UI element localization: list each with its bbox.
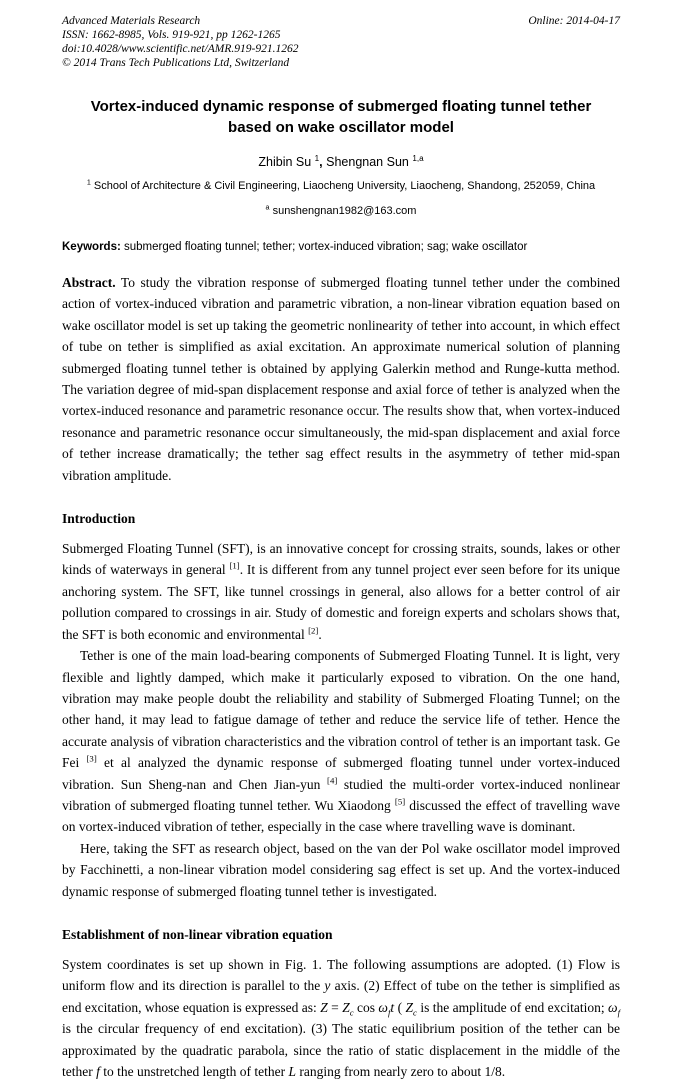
abstract-paragraph: Abstract. To study the vibration response of submerged floating tunnel tether under the combined action of vortex-induced vibration and parametric vibration, a non-linear vibration equation based on wake oscillator model is set up taking the geometric nonlinearity of tether into account, in which effect of tube on tether is simplified as axial excitation. An approximate numerical solution of planning submerged floating tunnel tether is obtained by applying Galerkin method and Runge-kutta method. The variation degree of mid-span displacement response and axial force of tether is analyzed when the vortex-induced resonance and parametric resonance occur. The results show that, when vortex-induced resonance and parametric resonance occur simultaneously, the mid-span displacement and axial force of tether increase dramatically; the tether sag effect results in the asymmetry of tether mid-span vibration amplitude. [62,275,620,483]
journal-info-block [62,14,298,70]
paper-title-line2: based on wake oscillator model [228,119,454,136]
issn-line: ISSN: 1662-8985, Vols. 919-921, pp 1262-1265 [62,29,281,41]
affiliation: $^1$ School of Architecture & Civil Engineering, Liaocheng University, Liaocheng, Shandong, 252059, China [86,178,596,192]
paper-title [62,96,620,138]
journal-name: Advanced Materials Research [62,15,201,27]
keywords-line: Keywords: submerged floating tunnel; tether; vortex-induced vibration; sag; wake oscillator [62,241,528,253]
online-date: Online: 2014-04-17 [528,15,620,27]
author-email: $^a$ sunshengnan1982@163.com [265,203,417,217]
intro-paragraph-2: Tether is one of the main load-bearing components of Submerged Floating Tunnel. It is light, very flexible and lightly damped, which make it particularly exposed to vibration. On the one hand, vibration may make people doubt the reliability and stability of Submerged Floating Tunnel; on the other hand, it may lead to fatigue damage of tether and reduce the service life of tether. Hence the accurate analysis of vibration characteristics and the vibration control of tether is an important task. Ge Fei [3] et al analyzed the dynamic response of submerged floating tunnel under vortex-induced vibration. Sun Sheng-nan and Chen Jian-yun [4] studied the multi-order vortex-induced nonlinear vibration of submerged floating tunnel tether. Wu Xiaodong [5] discussed the effect of travelling wave on vortex-induced vibration of tether, especially in the case where travelling wave is dominant. [62,648,621,835]
journal-header [62,14,620,70]
intro-paragraph-1: Submerged Floating Tunnel (SFT), is an innovative concept for crossing straits, sounds, lakes or other kinds of waterways in general [1]. It is different from any tunnel project ever seen before for its unique anchoring system. The SFT, like tunnel crossings in general, also allows for a better control of air pollution compared to crossings in air. Study of domestic and foreign experts and scholars shows that, the SFT is both economic and environmental [2]. [62,541,620,642]
intro-paragraph-3: Here, taking the SFT as research object, based on the van der Pol wake oscillator model improved by Facchinetti, a non-linear vibration model considering sag effect is set up. And the vortex-induced dynamic response of submerged floating tunnel tether is investigated. [62,840,620,899]
establishment-paragraph-1: System coordinates is set up shown in Fig. 1. The following assumptions are adopted. (1) Flow is uniform flow and its direction is parallel to the y axis. (2) Effect of tube on the tether is simplified as end excitation, whose equation is expressed as: $Z = Z_c$ $\cos \omega_ft$ ( $Z_c$ is the amplitude of end excitation; $\omega_f$ is the circular frequency of end excitation). (3) The static equilibrium position of the tether can be approximated by the quadratic parabola, since the ratio of static displacement in the middle of the tether f to the unstretched length of tether L ranging from nearly zero to about 1/8. [62,956,620,1079]
copyright-line: © 2014 Trans Tech Publications Ltd, Switzerland [62,57,290,69]
paper-title-line1: Vortex-induced dynamic response of submerged floating tunnel tether [90,98,592,115]
doi-line: doi:10.4028/www.scientific.net/AMR.919-921.1262 [62,43,299,55]
section-heading-establishment: Establishment of non-linear vibration equation [62,926,333,942]
authors: Zhibin Su $^1$, Shengnan Sun $^{1,a}$ [258,153,424,169]
section-heading-introduction: Introduction [62,511,136,527]
